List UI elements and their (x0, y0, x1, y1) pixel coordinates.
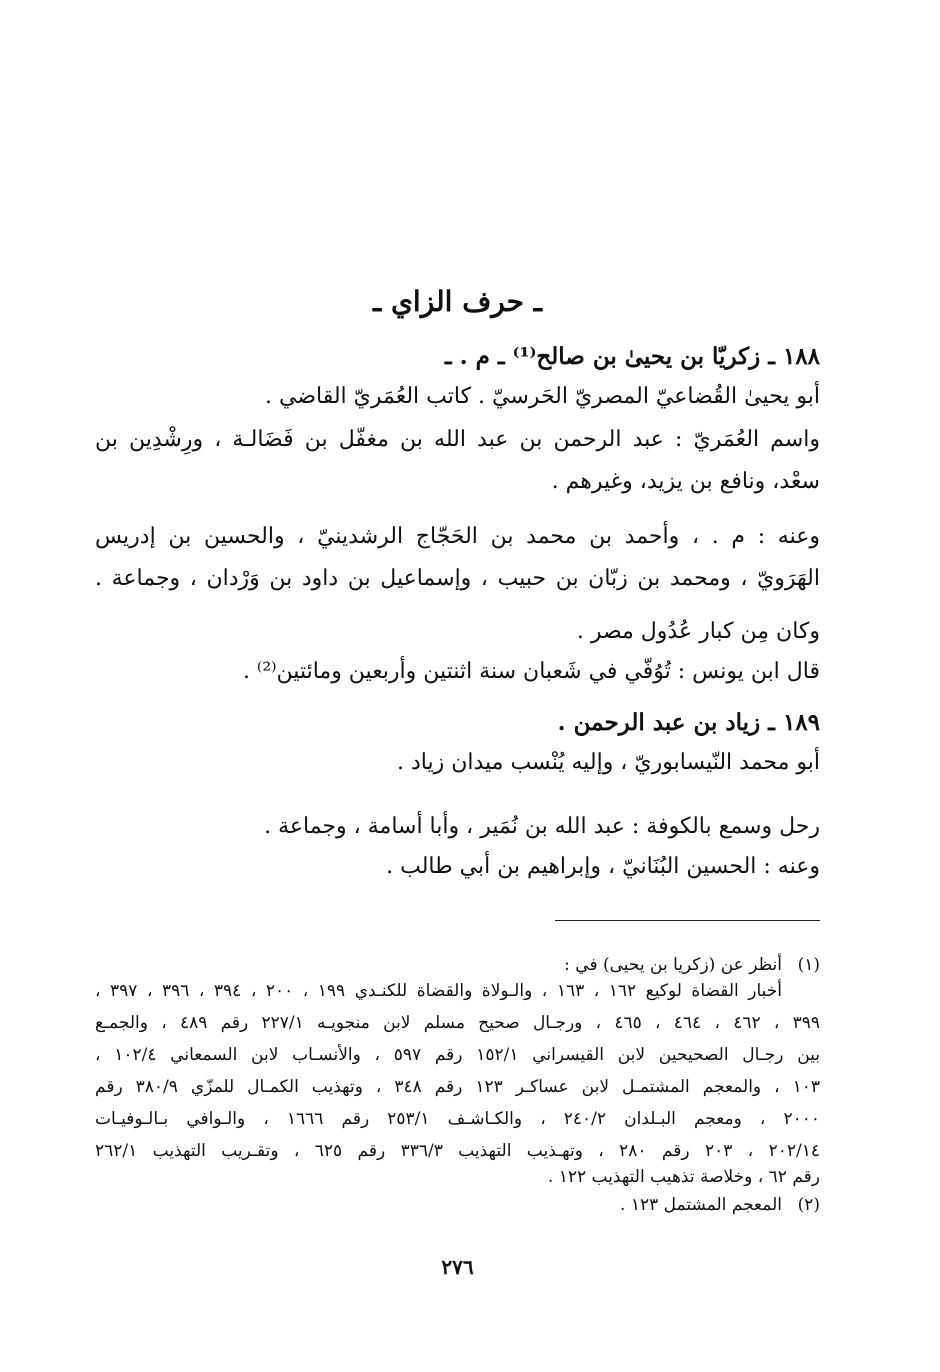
footnote-1-line-7: رقم ٦٢ ، وخلاصة تذهيب التهذيب ١٢٢ . (547, 1167, 820, 1187)
footnote-2 (95, 1192, 820, 1219)
footnote-2-text: المعجم المشتمل ١٢٣ . (620, 1195, 782, 1215)
entry-189-heading: ١٨٩ ـ زياد بن عبد الرحمن . (557, 709, 820, 736)
entry-188-heading: ١٨٨ ـ زكريّا بن يحيىٰ بن صالح⁽¹⁾ ـ م . ـ (444, 343, 820, 370)
footnote-1-number: (١) (797, 955, 820, 975)
page-number: ٢٧٦ (441, 1255, 474, 1279)
footnote-1-line-1: أخبار القضاة لوكيع ١٦٢ ، ١٦٣ ، والـولاة والقضاة للكنـدي ١٩٩ ، ٢٠٠ ، ٣٩٤ ، ٣٩٦ ، ٣٩٧ ، (95, 981, 783, 1001)
entry-188-line-4: وعنه : م . ، وأحمد بن محمد بن الحَجّاج الرشدينيّ ، والحسين بن إدريس (95, 524, 820, 549)
footnote-1-line-2: ٣٩٩ ، ٤٦٢ ، ٤٦٤ ، ٤٦٥ ، ورجـال صحيح مسلم لابن منجويـه ٢٢٧/١ رقم ٤٨٩ ، والجمـع (95, 1013, 820, 1033)
entry-189-line-2: رحل وسمع بالكوفة : عبد الله بن نُمَير ، وأبا أسامة ، وجماعة . (264, 814, 820, 839)
footnote-1-line-3: بين رجـال الصحيحين لابن القيسراني ١٥٢/١ رقم ٥٩٧ ، والأنسـاب لابن السمعاني ١٠٢/٤ ، (95, 1045, 821, 1065)
footnote-1-line-4: ١٠٣ ، والمعجم المشتمـل لابن عساكـر ١٢٣ رقم ٣٤٨ ، وتهذيب الكمـال للمزّي ٣٨٠/٩ رقم (95, 1077, 820, 1097)
entry-189-line-1: أبو محمد النّيسابوريّ ، وإليه يُنْسب ميدان زياد . (397, 750, 820, 775)
book-page (95, 0, 820, 1372)
footnote-1-line-5: ٢٠٠٠ ، ومعجم البـلدان ٢٤٠/٢ ، والكـاشـف ٢٥٣/١ رقم ١٦٦٦ ، والـوافي بـالـوفيـات (95, 1109, 820, 1129)
entry-188-line-1: أبو يحيىٰ القُضاعيّ المصريّ الحَرسيّ . كاتب العُمَريّ القاضي . (265, 384, 820, 409)
chapter-title: ـ حرف الزاي ـ (373, 285, 542, 318)
entry-188-line-6: وكان مِن كبار عُدُول مصر . (576, 619, 820, 644)
footnote-1-line-6: ٢٠٢/١٤ ، ٢٠٣ رقم ٢٨٠ ، وتهـذيب التهذيب ٣٣٦/٣ رقم ٦٢٥ ، وتقـريب التهذيب ٢٦٢/١ (95, 1141, 820, 1161)
footnote-separator (555, 920, 820, 921)
entry-189-line-3: وعنه : الحسين البُنَانيّ ، وإبراهيم بن أبي طالب . (386, 854, 820, 879)
footnote-2-number: (٢) (797, 1195, 820, 1215)
entry-188-line-5: الهَرَويّ ، ومحمد بن زبّان بن حبيب ، وإسماعيل بن داود بن وَرْدان ، وجماعة . (95, 566, 820, 591)
entry-188-line-3: سعْد، ونافع بن يزيد، وغيرهم . (551, 469, 820, 494)
entry-188-line-7: قال ابن يونس : تُوُفّي في شَعبان سنة اثنتين وأربعين ومائتين⁽²⁾ . (242, 659, 820, 684)
entry-188-line-2: واسم العُمَريّ : عبد الرحمن بن عبد الله بن مغفّل بن فَضَالـة ، ورِشْدِين بن (95, 427, 820, 452)
footnote-1-intro (95, 952, 820, 979)
footnote-1-intro-text: أنظر عن (زكريا بن يحيى) في : (564, 955, 782, 975)
